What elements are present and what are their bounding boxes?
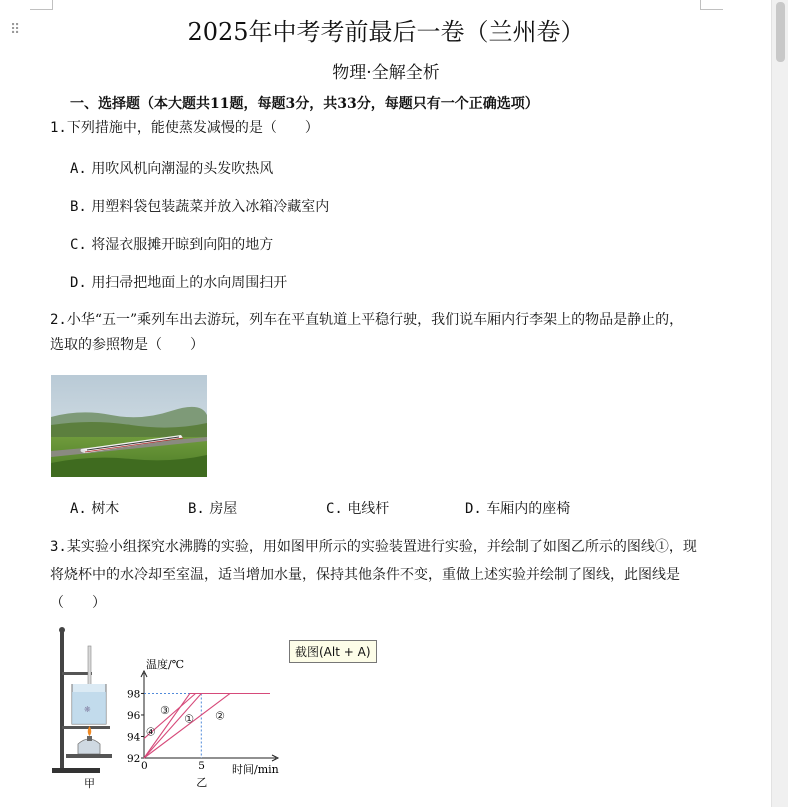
support-ring [62,726,110,729]
option-1a: A. 用吹风机向潮湿的头发吹热风 [70,161,274,177]
y-axis-label: 温度/℃ [146,658,185,671]
apparatus-drawing [52,627,112,790]
section-heading: 一、选择题（本大题共11题，每题3分，共33分，每题只有一个正确选项） [70,96,539,112]
page-corner-mark-right [700,0,723,10]
train-photo-image [51,375,207,477]
document-subtitle: 物理·全解全析 [332,63,440,83]
question-stem-line1: 小华“五一”乘列车出去游玩，列车在平直轨道上平稳行驶，我们说车厢内行李架上的物品是静止的， [66,312,684,328]
screenshot-tooltip: 截图(Alt + A) [289,640,377,663]
question-stem-line1: 某实验小组探究水沸腾的实验，用如图甲所示的实验装置进行实验，并绘制了如图乙所示的图线①，现 [66,539,697,555]
document-title: 2025年中考考前最后一卷（兰州卷） [187,18,585,46]
vertical-scrollbar[interactable] [771,0,788,807]
page-corner-mark-left [30,0,53,10]
clamp-arm [62,672,92,675]
y-tick-label: 94 [127,731,141,744]
x-tick-label: 5 [198,760,205,772]
graph-label: 乙 [196,776,208,789]
question-stem-line2: 将烧杯中的水冷却至室温，适当增加水量，保持其他条件不变，重做上述实验并绘制了图线，此图线是 [50,567,680,583]
question-1 [50,116,319,141]
x-tick-label: 0 [141,760,148,772]
series-label-3: ③ [160,703,170,717]
option-1b: B. 用塑料袋包装蔬菜并放入冰箱冷藏室内 [70,199,330,215]
option-2a: A. 树木 [70,501,120,517]
question-2 [50,308,740,358]
drag-handle-icon[interactable]: ⠿ [10,22,20,38]
question-stem-line2: 选取的参照物是（ ） [50,337,204,353]
train-photo [51,375,207,477]
scrollbar-thumb[interactable] [776,2,785,62]
y-tick-label: 96 [127,709,141,722]
series-label-2: ② [215,709,225,723]
y-tick-label: 92 [127,753,141,765]
alcohol-lamp [78,739,100,754]
series-label-1: ① [184,712,194,726]
question-3 [50,533,740,617]
question-3-figure [48,622,288,802]
svg-text:❋: ❋ [84,705,91,714]
option-2b: B. 房屋 [188,501,238,517]
stand-rod [60,630,64,772]
temperature-graph [127,657,279,789]
series-label-4: ④ [145,725,156,739]
option-1d: D. 用扫帚把地面上的水向周围扫开 [70,275,288,291]
question-number: 2. [50,312,67,328]
question-stem: 下列措施中，能使蒸发减慢的是（ ） [66,120,319,136]
question-number: 3. [50,539,67,555]
figure-svg [48,622,288,802]
option-2d: D. 车厢内的座椅 [465,501,571,517]
y-tick-label: 98 [127,688,141,701]
stand-base [52,768,100,773]
option-1c: C. 将湿衣服摊开晾到向阳的地方 [70,237,274,253]
apparatus-label: 甲 [84,777,95,790]
question-number: 1. [50,120,67,136]
option-2c: C. 电线杆 [326,501,390,517]
question-stem-line3: （ ） [50,595,106,611]
x-axis-label: 时间/min [232,763,279,776]
